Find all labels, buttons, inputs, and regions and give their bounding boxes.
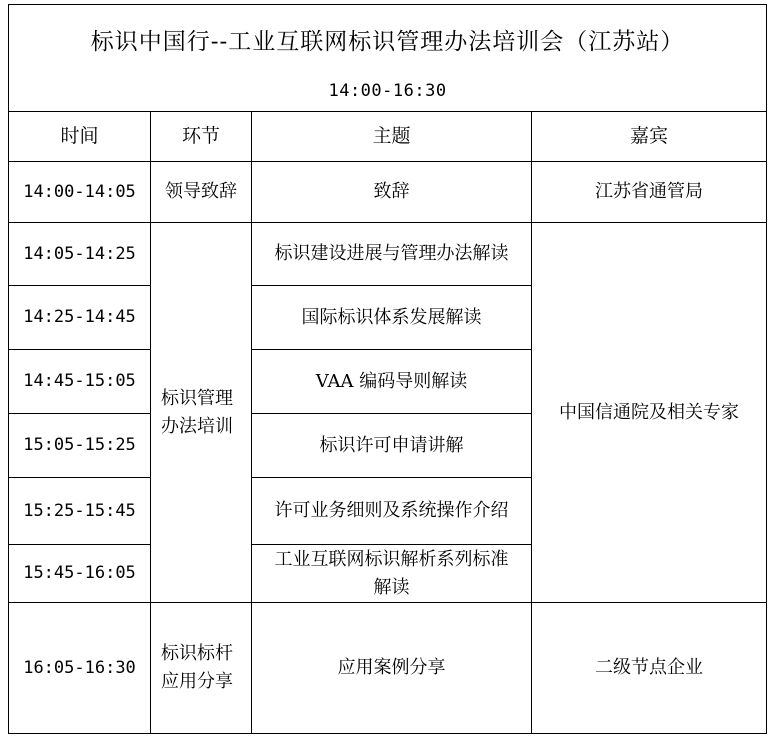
topic-line: 工业互联网标识解析系列标准 (274, 548, 509, 570)
header-row (9, 112, 767, 162)
title-row (9, 5, 767, 112)
time-cell: 14:00-14:05 (9, 162, 151, 223)
guest-cell: 江苏省通管局 (532, 162, 767, 223)
time-cell: 15:05-15:25 (9, 414, 151, 478)
time-cell: 14:05-14:25 (9, 223, 151, 286)
table-row (9, 223, 767, 286)
agenda-sheet (8, 4, 766, 738)
column-header-topic: 主题 (252, 112, 532, 162)
agenda-table (8, 4, 767, 734)
title-cell (9, 5, 767, 112)
segment-cell-training (151, 223, 252, 603)
column-header-segment: 环节 (151, 112, 252, 162)
guest-cell-training: 中国信通院及相关专家 (532, 223, 767, 603)
topic-cell: 标识建设进展与管理办法解读 (252, 223, 532, 286)
topic-cell: 应用案例分享 (252, 603, 532, 734)
segment-line: 应用分享 (161, 671, 233, 692)
guest-cell: 二级节点企业 (532, 603, 767, 734)
topic-cell: VAA 编码导则解读 (252, 350, 532, 414)
time-cell: 15:45-16:05 (9, 545, 151, 603)
time-cell: 14:45-15:05 (9, 350, 151, 414)
column-header-time: 时间 (9, 112, 151, 162)
segment-cell (151, 603, 252, 734)
topic-cell: 致辞 (252, 162, 532, 223)
topic-cell (252, 545, 532, 603)
topic-cell: 许可业务细则及系统操作介绍 (252, 478, 532, 545)
segment-line: 标识管理 (161, 387, 233, 409)
segment-line: 标识标杆 (161, 643, 233, 665)
document-title: 标识中国行--工业互联网标识管理办法培训会（江苏站） (90, 29, 685, 55)
topic-cell: 标识许可申请讲解 (252, 414, 532, 478)
time-cell: 15:25-15:45 (9, 478, 151, 545)
time-cell: 16:05-16:30 (9, 603, 151, 734)
topic-line: 解读 (373, 576, 410, 598)
table-row (9, 603, 767, 734)
topic-cell: 国际标识体系发展解读 (252, 286, 532, 350)
table-row (9, 162, 767, 223)
time-cell: 14:25-14:45 (9, 286, 151, 350)
document-time-range: 14:00-16:30 (328, 80, 447, 101)
segment-cell: 领导致辞 (151, 162, 252, 223)
column-header-guest: 嘉宾 (532, 112, 767, 162)
segment-line: 办法培训 (161, 415, 233, 437)
